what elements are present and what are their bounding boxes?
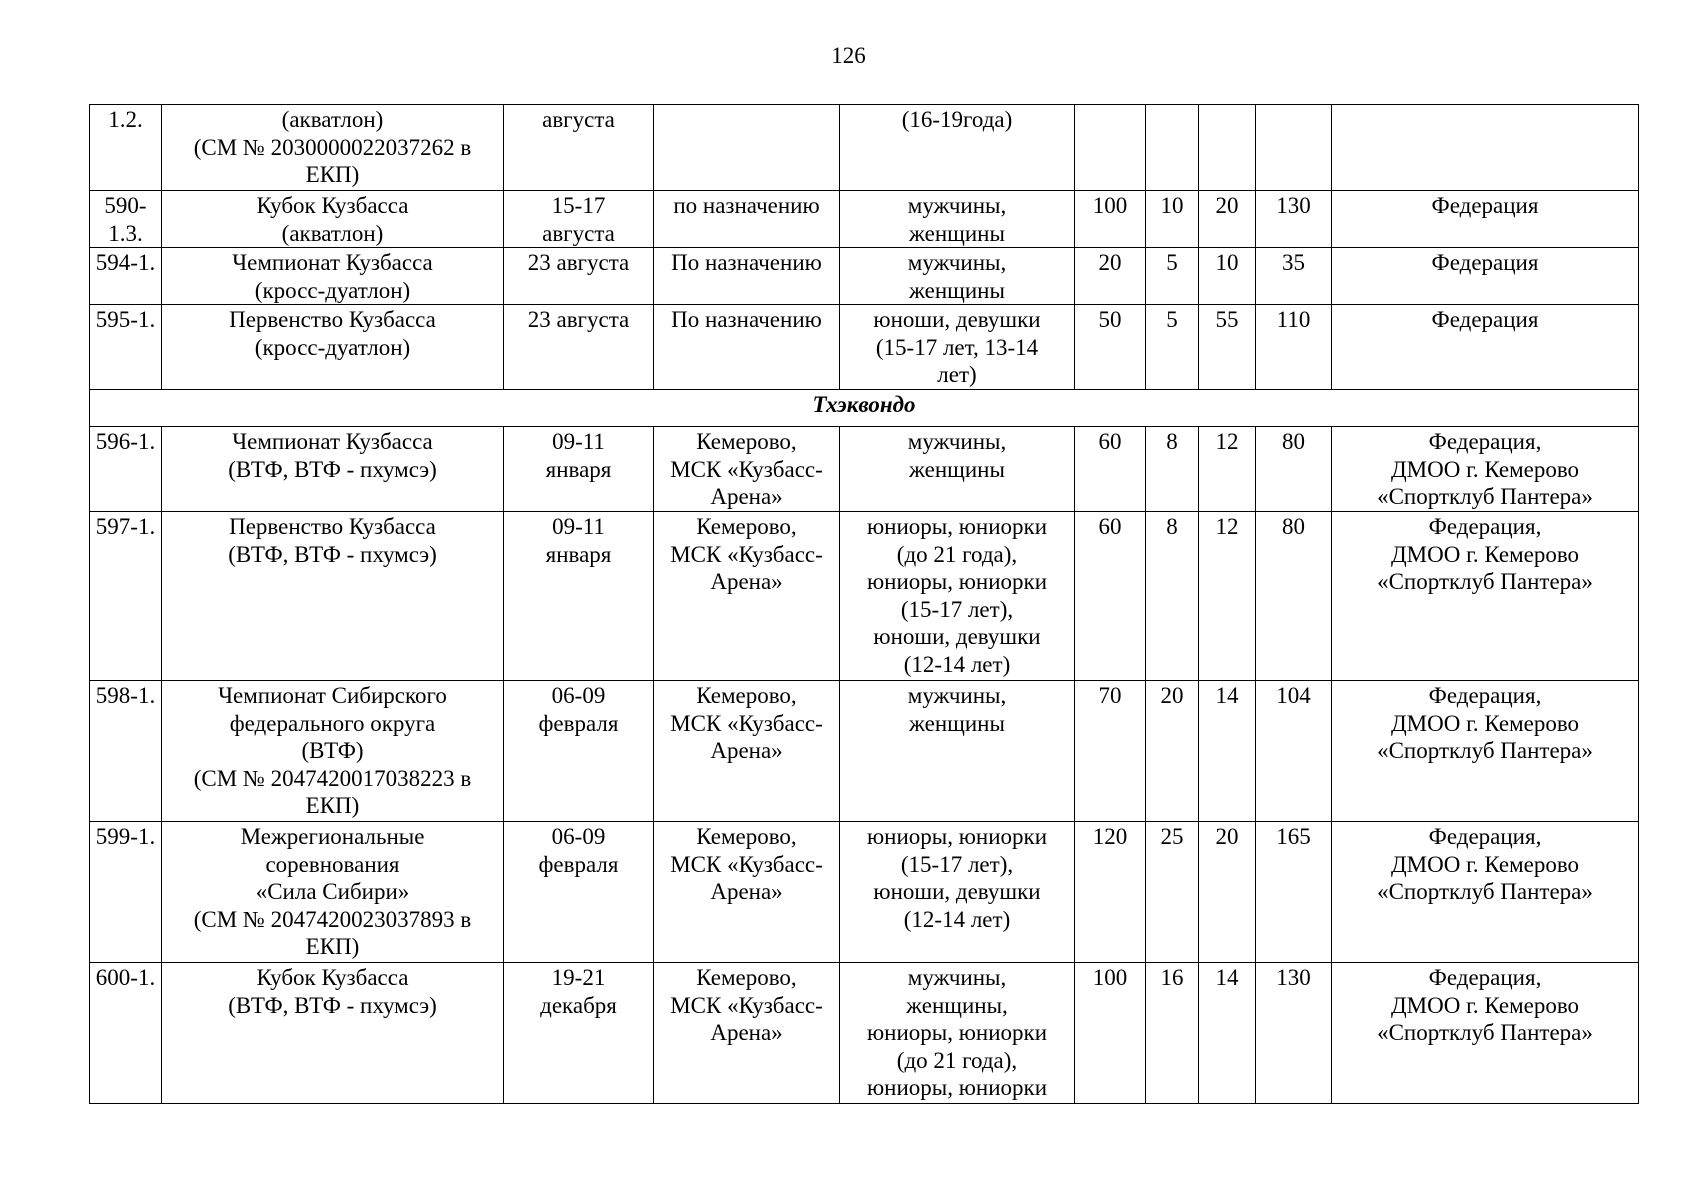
- organizer-cell-line: Федерация,: [1428, 429, 1542, 454]
- organizer-cell-line: «Спортклуб Пантера»: [1377, 879, 1593, 904]
- organizer-cell: [1332, 191, 1639, 248]
- event-name-cell-line: (акватлон): [281, 220, 384, 246]
- participants-cell-line: женщины: [909, 220, 1005, 246]
- total-count-cell: 35: [1256, 248, 1332, 305]
- organizer-cell-line: ДМОО г. Кемерово: [1390, 710, 1580, 736]
- count-3-cell: 55: [1199, 305, 1256, 390]
- participants-cell: [840, 105, 1075, 191]
- event-dates-cell-line: февраля: [538, 851, 619, 877]
- total-count-cell: [1256, 105, 1332, 191]
- event-venue-cell-line: Кемерово,: [696, 514, 797, 539]
- count-1-cell: 60: [1075, 427, 1146, 512]
- event-number-cell-line: 600-1.: [95, 965, 156, 990]
- organizer-cell-line: «Спортклуб Пантера»: [1377, 738, 1593, 763]
- event-dates-cell: [504, 512, 654, 681]
- organizer-cell: [1332, 248, 1639, 305]
- participants-cell: [840, 427, 1075, 512]
- participants-cell-line: (15-17 лет),: [900, 596, 1014, 622]
- participants-cell-line: юноши, девушки: [873, 624, 1041, 649]
- count-2-cell: 8: [1146, 427, 1199, 512]
- event-dates-cell: [504, 305, 654, 390]
- participants-cell: [840, 963, 1075, 1104]
- count-1-cell: 100: [1075, 963, 1146, 1104]
- event-number-cell: [90, 963, 162, 1104]
- table-row: [90, 105, 1639, 191]
- participants-cell-line: (до 21 года),: [896, 1047, 1018, 1073]
- organizer-cell: [1332, 427, 1639, 512]
- event-name-cell-line: Кубок Кузбасса: [256, 965, 409, 990]
- event-dates-cell-line: февраля: [538, 710, 619, 736]
- count-1-cell: 20: [1075, 248, 1146, 305]
- event-venue-cell: [654, 105, 840, 191]
- event-number-cell-line: 599-1.: [95, 824, 156, 849]
- event-venue-cell-line: МСК «Кузбасс-: [670, 710, 823, 736]
- event-venue-cell-line: Арена»: [710, 484, 783, 509]
- participants-cell-line: женщины: [909, 277, 1005, 303]
- count-3-cell: [1199, 105, 1256, 191]
- table-row: [90, 248, 1639, 305]
- participants-cell-line: мужчины,: [907, 683, 1007, 708]
- event-number-cell-line: 596-1.: [95, 429, 156, 454]
- participants-cell: [840, 191, 1075, 248]
- event-name-cell-line: (ВТФ, ВТФ - пхумсэ): [228, 541, 437, 567]
- event-venue-cell-line: По назначению: [671, 307, 822, 332]
- event-number-cell: [90, 822, 162, 963]
- event-venue-cell: [654, 822, 840, 963]
- event-name-cell-line: Чемпионат Сибирского: [218, 683, 447, 708]
- event-number-cell: [90, 305, 162, 390]
- event-venue-cell-line: МСК «Кузбасс-: [670, 456, 823, 482]
- event-venue-cell-line: Арена»: [710, 569, 783, 594]
- organizer-cell: [1332, 305, 1639, 390]
- event-venue-cell: [654, 512, 840, 681]
- organizer-cell-line: «Спортклуб Пантера»: [1377, 569, 1593, 594]
- participants-cell-line: женщины: [909, 710, 1005, 736]
- event-venue-cell-line: По назначению: [671, 250, 822, 275]
- event-name-cell-line: ЕКП): [305, 793, 360, 818]
- participants-cell-line: мужчины,: [907, 429, 1007, 454]
- organizer-cell-line: «Спортклуб Пантера»: [1377, 484, 1593, 509]
- count-1-cell: 100: [1075, 191, 1146, 248]
- participants-cell-line: (до 21 года),: [896, 541, 1018, 567]
- count-1-cell: 70: [1075, 681, 1146, 822]
- event-name-cell: [162, 681, 504, 822]
- count-3-cell: 14: [1199, 681, 1256, 822]
- participants-cell: [840, 512, 1075, 681]
- event-name-cell-line: Чемпионат Кузбасса: [232, 250, 433, 275]
- organizer-cell: [1332, 822, 1639, 963]
- organizer-cell: [1332, 512, 1639, 681]
- organizer-cell-line: ДМОО г. Кемерово: [1390, 541, 1580, 567]
- event-name-cell-line: (СМ № 2047420023037893 в: [193, 906, 472, 932]
- count-3-cell: 20: [1199, 191, 1256, 248]
- event-venue-cell-line: Кемерово,: [696, 824, 797, 849]
- event-name-cell-line: «Сила Сибири»: [255, 879, 410, 904]
- event-dates-cell-line: 06-09: [551, 683, 606, 708]
- table-row: [90, 963, 1639, 1104]
- event-name-cell-line: Первенство Кузбасса: [229, 307, 436, 332]
- count-3-cell: 20: [1199, 822, 1256, 963]
- page-number: 126: [831, 43, 866, 68]
- event-name-cell-line: (ВТФ, ВТФ - пхумсэ): [228, 456, 437, 482]
- event-venue-cell-line: Кемерово,: [696, 429, 797, 454]
- participants-cell-line: (12-14 лет): [903, 906, 1011, 932]
- count-1-cell: 50: [1075, 305, 1146, 390]
- organizer-cell-line: Федерация,: [1428, 824, 1542, 849]
- event-dates-cell-line: 15-17: [551, 193, 606, 218]
- participants-cell-line: (15-17 лет, 13-14: [875, 334, 1039, 360]
- event-name-cell: [162, 822, 504, 963]
- participants-cell-line: юниоры, юниорки: [866, 514, 1048, 539]
- table-row: [90, 427, 1639, 512]
- table-row: [90, 681, 1639, 822]
- participants-cell-line: юниоры, юниорки: [866, 569, 1048, 594]
- event-dates-cell-line: декабря: [540, 992, 617, 1018]
- section-title: Тхэквондо: [90, 390, 1639, 427]
- participants-cell-line: мужчины,: [907, 250, 1007, 275]
- count-2-cell: 8: [1146, 512, 1199, 681]
- event-number-cell-line: 1.3.: [108, 220, 143, 246]
- event-name-cell-line: (ВТФ, ВТФ - пхумсэ): [228, 992, 437, 1018]
- event-venue-cell-line: МСК «Кузбасс-: [670, 851, 823, 877]
- organizer-cell-line: Федерация: [1431, 307, 1539, 332]
- event-name-cell: [162, 427, 504, 512]
- count-2-cell: 16: [1146, 963, 1199, 1104]
- event-name-cell-line: Межрегиональные: [240, 824, 425, 849]
- event-number-cell-line: 594-1.: [95, 250, 156, 275]
- organizer-cell-line: ДМОО г. Кемерово: [1390, 456, 1580, 482]
- event-name-cell-line: (ВТФ): [301, 738, 364, 763]
- organizer-cell: [1332, 105, 1639, 191]
- event-number-cell: [90, 248, 162, 305]
- event-name-cell: [162, 963, 504, 1104]
- event-name-cell: [162, 248, 504, 305]
- event-number-cell: [90, 427, 162, 512]
- event-dates-cell: [504, 105, 654, 191]
- participants-cell: [840, 681, 1075, 822]
- event-venue-cell: [654, 191, 840, 248]
- count-1-cell: [1075, 105, 1146, 191]
- organizer-cell-line: Федерация,: [1428, 683, 1542, 708]
- event-number-cell: [90, 191, 162, 248]
- event-dates-cell-line: января: [545, 456, 612, 482]
- event-venue-cell: [654, 681, 840, 822]
- count-3-cell: 14: [1199, 963, 1256, 1104]
- organizer-cell-line: «Спортклуб Пантера»: [1377, 1020, 1593, 1045]
- event-dates-cell-line: 19-21: [551, 965, 606, 990]
- table-row: [90, 191, 1639, 248]
- organizer-cell-line: ДМОО г. Кемерово: [1390, 992, 1580, 1018]
- organizer-cell-line: Федерация: [1431, 193, 1539, 218]
- event-number-cell-line: 597-1.: [95, 514, 156, 539]
- participants-cell-line: (16-19года): [901, 107, 1013, 132]
- event-dates-cell-line: августа: [542, 220, 615, 246]
- participants-cell-line: лет): [937, 362, 977, 387]
- participants-cell-line: женщины: [909, 456, 1005, 482]
- participants-cell-line: юниоры, юниорки: [866, 824, 1048, 849]
- event-venue-cell-line: МСК «Кузбасс-: [670, 992, 823, 1018]
- event-name-cell: [162, 105, 504, 191]
- event-number-cell-line: 1.2.: [108, 107, 143, 132]
- participants-cell: [840, 822, 1075, 963]
- event-name-cell-line: (акватлон): [281, 107, 384, 132]
- organizer-cell: [1332, 681, 1639, 822]
- participants-cell-line: юниоры, юниорки: [866, 1075, 1048, 1100]
- count-2-cell: 5: [1146, 248, 1199, 305]
- event-dates-cell-line: 09-11: [552, 429, 605, 454]
- event-dates-cell: [504, 191, 654, 248]
- total-count-cell: 80: [1256, 427, 1332, 512]
- event-name-cell-line: (СМ № 2030000022037262 в: [193, 134, 472, 160]
- table-row: [90, 512, 1639, 681]
- event-name-cell-line: (кросс-дуатлон): [254, 277, 411, 303]
- event-venue-cell: [654, 305, 840, 390]
- event-dates-cell-line: 23 августа: [527, 250, 630, 275]
- event-venue-cell-line: Кемерово,: [696, 683, 797, 708]
- count-2-cell: 10: [1146, 191, 1199, 248]
- event-name-cell-line: Чемпионат Кузбасса: [232, 429, 433, 454]
- count-2-cell: [1146, 105, 1199, 191]
- total-count-cell: 104: [1256, 681, 1332, 822]
- event-number-cell: [90, 681, 162, 822]
- event-dates-cell-line: 23 августа: [527, 307, 630, 332]
- event-number-cell-line: 590-: [104, 193, 147, 218]
- event-venue-cell-line: Арена»: [710, 879, 783, 904]
- event-name-cell: [162, 305, 504, 390]
- organizer-cell-line: Федерация,: [1428, 514, 1542, 539]
- event-dates-cell: [504, 681, 654, 822]
- section-row: [90, 390, 1639, 427]
- event-name-cell-line: ЕКП): [305, 162, 360, 187]
- event-name-cell-line: Первенство Кузбасса: [229, 514, 436, 539]
- participants-cell-line: женщины,: [906, 992, 1008, 1018]
- count-1-cell: 120: [1075, 822, 1146, 963]
- participants-cell: [840, 305, 1075, 390]
- event-venue-cell: [654, 427, 840, 512]
- participants-cell: [840, 248, 1075, 305]
- event-name-cell-line: федерального округа: [229, 710, 436, 736]
- event-name-cell: [162, 512, 504, 681]
- event-venue-cell-line: МСК «Кузбасс-: [670, 541, 823, 567]
- event-venue-cell-line: Арена»: [710, 1020, 783, 1045]
- total-count-cell: 165: [1256, 822, 1332, 963]
- table-row: [90, 822, 1639, 963]
- participants-cell-line: (15-17 лет),: [900, 851, 1014, 877]
- table-row: [90, 305, 1639, 390]
- event-number-cell: [90, 105, 162, 191]
- event-dates-cell-line: января: [545, 541, 612, 567]
- event-number-cell-line: 595-1.: [95, 307, 156, 332]
- event-name-cell-line: (кросс-дуатлон): [254, 334, 411, 360]
- event-dates-cell-line: 06-09: [551, 824, 606, 849]
- event-number-cell: [90, 512, 162, 681]
- event-dates-cell: [504, 822, 654, 963]
- organizer-cell-line: ДМОО г. Кемерово: [1390, 851, 1580, 877]
- participants-cell-line: (12-14 лет): [903, 651, 1011, 677]
- event-venue-cell: [654, 963, 840, 1104]
- total-count-cell: 130: [1256, 191, 1332, 248]
- event-venue-cell-line: Арена»: [710, 738, 783, 763]
- count-3-cell: 12: [1199, 512, 1256, 681]
- count-2-cell: 20: [1146, 681, 1199, 822]
- event-dates-cell: [504, 427, 654, 512]
- event-number-cell-line: 598-1.: [95, 683, 156, 708]
- organizer-cell: [1332, 963, 1639, 1104]
- total-count-cell: 110: [1256, 305, 1332, 390]
- participants-cell-line: юниоры, юниорки: [866, 1020, 1048, 1045]
- organizer-cell-line: Федерация: [1431, 250, 1539, 275]
- event-name-cell: [162, 191, 504, 248]
- event-name-cell-line: (СМ № 2047420017038223 в: [193, 765, 472, 791]
- event-venue-cell-line: по назначению: [673, 193, 820, 218]
- participants-cell-line: юноши, девушки: [873, 307, 1041, 332]
- organizer-cell-line: Федерация,: [1428, 965, 1542, 990]
- participants-cell-line: мужчины,: [907, 965, 1007, 990]
- event-dates-cell: [504, 963, 654, 1104]
- events-table-body: [90, 105, 1639, 1104]
- count-2-cell: 5: [1146, 305, 1199, 390]
- events-table: [89, 104, 1639, 1104]
- count-2-cell: 25: [1146, 822, 1199, 963]
- total-count-cell: 80: [1256, 512, 1332, 681]
- event-name-cell-line: ЕКП): [305, 934, 360, 959]
- participants-cell-line: юноши, девушки: [873, 879, 1041, 904]
- participants-cell-line: мужчины,: [907, 193, 1007, 218]
- event-dates-cell-line: августа: [542, 107, 615, 132]
- count-1-cell: 60: [1075, 512, 1146, 681]
- total-count-cell: 130: [1256, 963, 1332, 1104]
- event-dates-cell: [504, 248, 654, 305]
- event-venue-cell: [654, 248, 840, 305]
- event-name-cell-line: соревнования: [265, 851, 400, 877]
- count-3-cell: 12: [1199, 427, 1256, 512]
- event-dates-cell-line: 09-11: [552, 514, 605, 539]
- event-venue-cell-line: Кемерово,: [696, 965, 797, 990]
- count-3-cell: 10: [1199, 248, 1256, 305]
- event-name-cell-line: Кубок Кузбасса: [256, 193, 409, 218]
